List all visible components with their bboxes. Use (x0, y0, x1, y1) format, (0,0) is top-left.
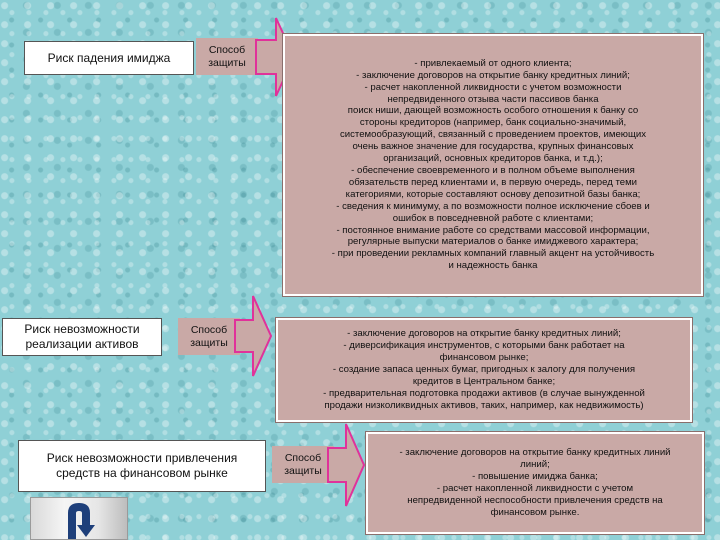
detail-line: - при проведении рекламных компаний главный акцент на устойчивость (331, 248, 655, 260)
detail-line: кредитов в Центральном банке; (412, 375, 556, 387)
risk-box-image (24, 41, 194, 75)
detail-line: - расчет накопленной ликвидности с учетом (436, 483, 634, 494)
detail-line: обязательств перед клиентами и, в первую очередь, перед теми (348, 176, 638, 188)
details-box-assets (276, 318, 692, 422)
details-list (323, 328, 645, 411)
detail-line: - диверсификация инструментов, с которыми банк работает на (343, 340, 625, 352)
method-box-image (196, 38, 258, 75)
detail-line: непредвиденного отзыва части пассивов банка (387, 93, 599, 105)
detail-line: системообразующий, связанный с проведением проектов, имеющих (339, 129, 647, 141)
risk-box-assets (2, 318, 162, 356)
detail-line: регулярные выпуски материалов о банке имиджевого характера; (347, 236, 639, 248)
detail-line: организаций, основных кредиторов банка, и т.д.); (383, 153, 603, 165)
right-arrow-icon (233, 294, 273, 378)
right-arrow-icon (326, 422, 366, 508)
detail-line: - постоянное внимание работе со средствами массовой информации, (336, 224, 650, 236)
method-box-market (272, 446, 334, 483)
detail-line: - повышение имиджа банка; (472, 471, 598, 483)
detail-line: - заключение договоров на открытие банку кредитных линий (399, 447, 671, 459)
detail-line: категориями, которые составляют основу депозитной базы банка; (345, 188, 641, 200)
risk-box-market (18, 440, 266, 492)
details-box-market (366, 432, 704, 534)
method-label: Способ защиты (284, 451, 322, 477)
detail-line: непредвиденной неспособности привлечения средств на (407, 494, 663, 506)
method-label: Способ защиты (190, 323, 228, 349)
detail-line: финансовом рынке. (490, 506, 580, 518)
risk-label: Риск невозможности привлечения средств на финансовом рынке (46, 451, 238, 480)
detail-line: - сведения к минимуму, а по возможности полное исключение сбоев и (336, 200, 650, 212)
detail-line: финансовом рынке; (439, 352, 529, 364)
details-list (332, 58, 654, 272)
u-turn-back-arrow-icon (62, 499, 96, 539)
risk-label: Риск невозможности реализации активов (24, 322, 140, 351)
detail-line: очень важное значение для государства, крупных финансовых (352, 141, 634, 153)
detail-line: - обеспечение своевременного и в полном объеме выполнения (351, 165, 635, 176)
detail-line: - предварительная подготовка продажи активов (в случае вынужденной (323, 387, 645, 399)
details-list (399, 447, 670, 518)
details-box-image (283, 34, 703, 296)
detail-line: ошибок в повседневной работе с клиентами; (392, 212, 594, 224)
detail-line: и надежность банка (448, 260, 538, 272)
back-button[interactable] (30, 497, 128, 540)
detail-line: - создание запаса ценных бумаг, пригодных к залогу для получения (332, 364, 636, 376)
detail-line: продажи низколиквидных активов, таких, например, как недвижимость) (324, 399, 644, 411)
detail-line: стороны кредиторов (например, банк социально-значимый, (359, 117, 627, 129)
method-box-assets (178, 318, 240, 355)
detail-line: линий; (520, 459, 550, 471)
detail-line: поиск ниши, дающей возможность особого отношения к банку со (347, 105, 639, 117)
detail-line: - заключение договоров на открытие банку кредитных линий; (356, 69, 630, 81)
method-label: Способ защиты (208, 43, 246, 69)
detail-line: - привлекаемый от одного клиента; (414, 57, 572, 69)
detail-line: - расчет накопленной ликвидности с учетом возможности (364, 81, 622, 93)
risk-label: Риск падения имиджа (47, 50, 171, 65)
detail-line: - заключение договоров на открытие банку кредитных линий; (347, 328, 621, 340)
